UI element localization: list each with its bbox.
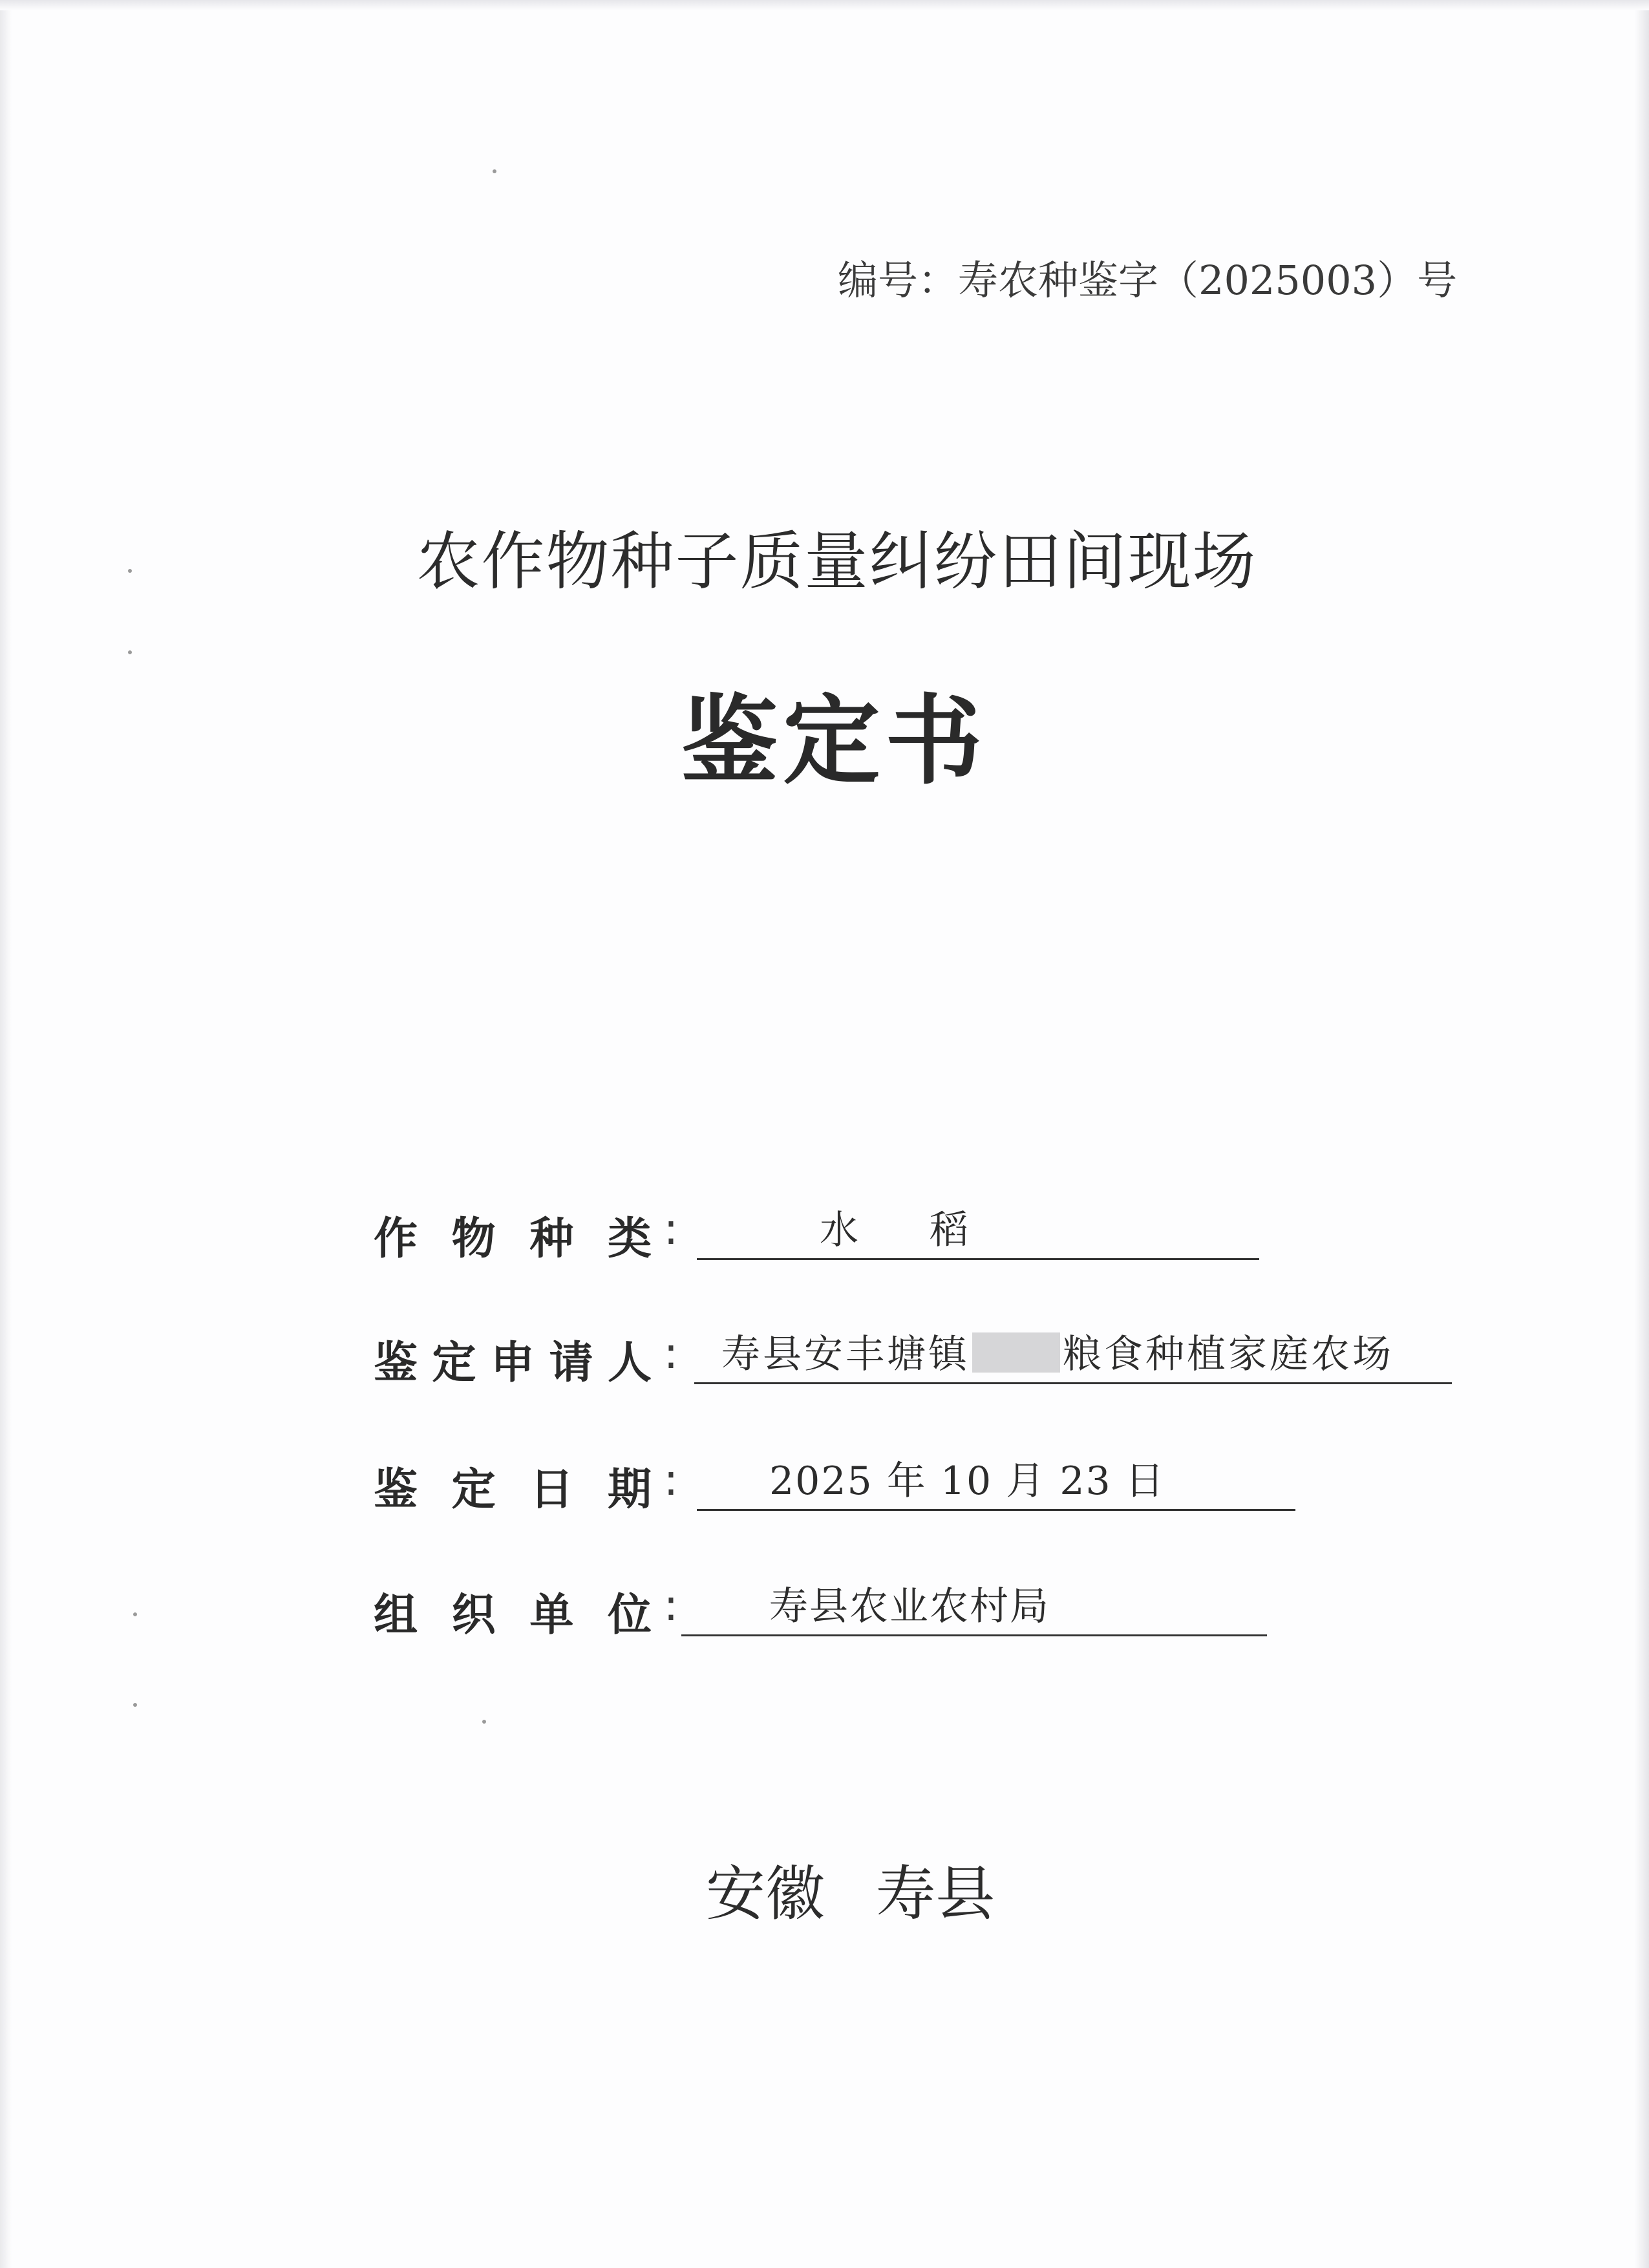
- field-colon: :: [663, 1328, 679, 1379]
- document-subtitle: 鉴定书: [681, 685, 988, 798]
- field-value: 寿县农业农村局: [681, 1583, 1267, 1636]
- document-title: 农作物种子质量纠纷田间现场: [416, 525, 1257, 599]
- document-number: 编号：寿农种鉴字（2025003）号: [838, 257, 1458, 304]
- applicant-suffix: 粮食种植家庭农场: [1063, 1332, 1394, 1377]
- field-value: 2025 年 10 月 23 日: [697, 1457, 1295, 1511]
- field-value: [694, 1331, 1452, 1384]
- field-label: 鉴定申请人: [374, 1338, 652, 1389]
- field-colon: :: [663, 1204, 679, 1255]
- scan-speck: [133, 1703, 137, 1707]
- scan-speck: [493, 169, 496, 173]
- scan-speck: [128, 650, 132, 654]
- field-label: 作物种类: [374, 1214, 652, 1265]
- field-label: 鉴定日期: [374, 1464, 652, 1515]
- scan-speck: [482, 1720, 486, 1724]
- scan-edge-top: [0, 0, 1649, 10]
- field-value: 水稻: [697, 1206, 1259, 1260]
- footer-place: 安徽 寿县: [705, 1859, 995, 1929]
- scan-speck: [133, 1612, 137, 1616]
- redaction-block: [972, 1332, 1060, 1373]
- field-label: 组织单位: [374, 1590, 652, 1641]
- applicant-prefix: 寿县安丰塘镇: [721, 1332, 970, 1377]
- field-colon: :: [663, 1455, 679, 1506]
- field-colon: :: [663, 1580, 679, 1631]
